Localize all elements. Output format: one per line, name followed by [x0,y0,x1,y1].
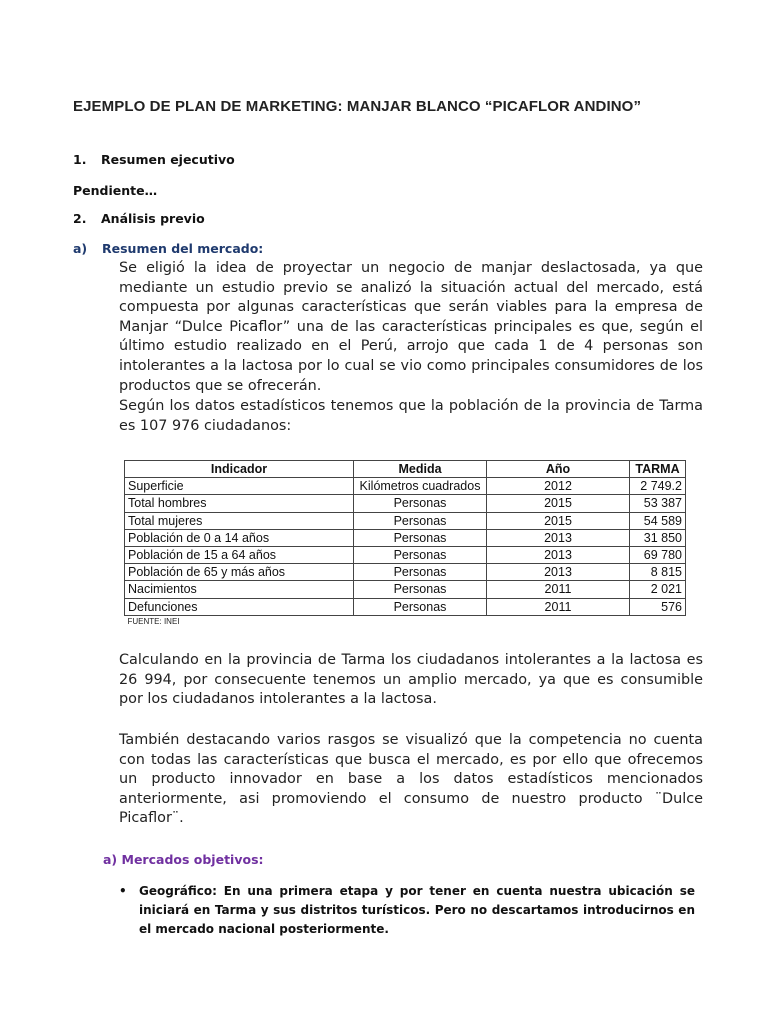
table-cell: Personas [354,546,487,563]
table-cell: Total hombres [125,495,354,512]
table-cell: Población de 65 y más años [125,564,354,581]
table-cell: Personas [354,581,487,598]
table-cell: 576 [630,598,686,615]
table-cell: Población de 0 a 14 años [125,529,354,546]
bullet-item-geografico [119,882,695,939]
table-row [125,598,686,615]
table-cell: Personas [354,564,487,581]
table-cell: 31 850 [630,529,686,546]
table-header-cell: Medida [354,461,487,478]
table-cell: 69 780 [630,546,686,563]
table-cell: 2 021 [630,581,686,598]
table-cell: Personas [354,512,487,529]
section-heading-resumen-ejecutivo [73,152,235,167]
table-header-cell: Año [487,461,630,478]
table-cell: Kilómetros cuadrados [354,478,487,495]
table-row [125,581,686,598]
table-cell: Nacimientos [125,581,354,598]
table-cell: 2011 [487,581,630,598]
table-cell: 2013 [487,546,630,563]
table-cell: 2 749.2 [630,478,686,495]
table-cell: 2013 [487,529,630,546]
table-cell: 2012 [487,478,630,495]
table-cell: Población de 15 a 64 años [125,546,354,563]
table-cell: 8 815 [630,564,686,581]
table-header-cell: TARMA [630,461,686,478]
table-cell: 2015 [487,495,630,512]
paragraph-intolerant-citizens: Calculando en la provincia de Tarma los ciudadanos intolerantes a la lactosa es 26 994, por consecuente tenemos un amplio mercado, ya que es consumible por los ciudadanos intolerantes a la lactosa. [119,652,703,708]
table-row [125,495,686,512]
section-number: 2. [73,211,87,226]
paragraph-competition: También destacando varios rasgos se visualizó que la competencia no cuenta con todas las características que busca el mercado, es por ello que ofrecemos un producto innovador en base a los datos estadísticos mencionados anteriormente, asi promoviendo el consumo de nuestro producto ¨Dulce Picaflor¨. [119,732,703,827]
subsection-label: Resumen del mercado: [102,241,264,256]
table-row [125,512,686,529]
section-label: Análisis previo [101,211,205,226]
bullet-text: Geográfico: En una primera etapa y por tener en cuenta nuestra ubicación se iniciará en Tarma y sus distritos turísticos. Pero no descartamos introducirnos en el mercado nacional posteriormente. [139,884,695,936]
subsection-label: Mercados objetivos: [121,852,264,867]
subsection-number: a) [73,241,88,256]
table-cell: Superficie [125,478,354,495]
paragraph-population: Según los datos estadísticos tenemos que la población de la provincia de Tarma es 107 976 ciudadanos: [119,398,703,434]
table-header-cell: Indicador [125,461,354,478]
subsection-heading-resumen-mercado [73,241,263,256]
table-cell: 54 589 [630,512,686,529]
table-cell: Personas [354,598,487,615]
table-cell: Personas [354,529,487,546]
table-cell: Total mujeres [125,512,354,529]
section-label: Resumen ejecutivo [101,152,235,167]
table-row [125,529,686,546]
pending-note: Pendiente… [73,183,158,198]
document-title: EJEMPLO DE PLAN DE MARKETING: MANJAR BLANCO “PICAFLOR ANDINO” [73,98,642,115]
table-cell: 2015 [487,512,630,529]
table-row [125,478,686,495]
table-cell: Personas [354,495,487,512]
table-source: FUENTE: INEI [127,616,180,626]
subsection-heading-mercados-objetivos [103,852,264,867]
table-source-row [125,615,686,628]
section-number: 1. [73,152,87,167]
table-row [125,546,686,563]
table-cell: Defunciones [125,598,354,615]
bullet-icon: • [119,884,127,898]
table-header-row [125,461,686,478]
statistics-table [124,460,686,628]
table-row [125,564,686,581]
section-heading-analisis-previo [73,211,205,226]
paragraph-market-summary: Se eligió la idea de proyectar un negocio de manjar deslactosada, ya que mediante un estudio previo se analizó la situación actual del mercado, está compuesta por algunas características que serán viables para la empresa de Manjar “Dulce Picaflor” una de las características principales es que, según el último estudio realizado en el Perú, arrojo que cada 1 de 4 personas son intolerantes a la lactosa por lo cual se vio como principales consumidores de los productos que se ofrecerán. [119,260,703,394]
table-cell: 2013 [487,564,630,581]
table-cell: 2011 [487,598,630,615]
subsection-number: a) [103,852,118,867]
table-cell: 53 387 [630,495,686,512]
